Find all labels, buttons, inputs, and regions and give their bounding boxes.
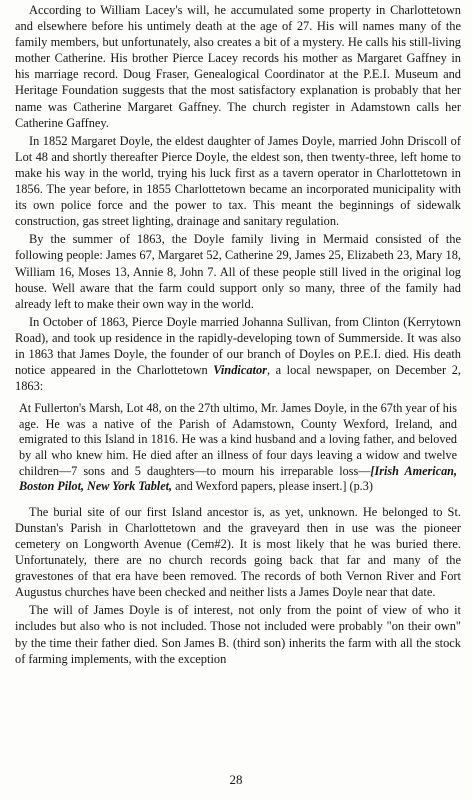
death-notice-tail: and Wexford papers, please insert.] (p.3) xyxy=(172,479,373,494)
paragraph-margaret-doyle-marriage: In 1852 Margaret Doyle, the eldest daughter of James Doyle, married John Driscoll of Lot 48 and shortly thereafter Pierce Doyle, the eldest son, then twenty-three, left home to make his way in the world, trying his luck first as a tavern operator in Charlottetown in 1856. The year before, in 1855 Charlottetown became an incorporated municipality with its own police force and the power to tax. This meant the beginnings of sidewalk construction, gas street lighting, drainage and sanitary regulation. xyxy=(15,133,461,229)
newspaper-name: Vindicator xyxy=(213,363,267,378)
page-number: 28 xyxy=(229,772,243,787)
paragraph-will-of-james-doyle: The will of James Doyle is of interest, not only from the point of view of who it includes but also who is not included. Those not included were probably "on their own" by the time their father died. Son James B. (third son) inherits the farm with all the stock of farming implements, with the exception xyxy=(15,603,461,666)
paragraph-pierce-doyle-marriage xyxy=(15,314,461,394)
death-notice-quote xyxy=(19,401,457,495)
death-notice-papers: [Irish American, Boston Pilot, New York Tablet, xyxy=(19,463,457,494)
paragraph-burial-site: The burial site of our first Island ancestor is, as yet, unknown. He belonged to St. Dunstan's Parish in Charlottetown and the graveyard then in use was the pioneer cemetery on Longworth Avenue (Cem#2). It is most likely that he was buried there. Unfortunately, there are no church records going back that far and many of the gravestones of that era have been removed. The records of both Vernon River and Fort Augustus churches have been checked and neither lists a James Doyle near that date. xyxy=(15,504,461,600)
body-text xyxy=(15,2,461,669)
paragraph-text-after-newspaper: , a local newspaper, on December 2, 1863: xyxy=(15,363,461,394)
paragraph-lacey-will: According to William Lacey's will, he accumulated some property in Charlottetown and elsewhere before his untimely death at the age of 27. His will names many of the family members, but unfortunately, also creates a bit of a mystery. He calls his still-living mother Catherine. His brother Pierce Lacey records his mother as Margaret Gaffney in his marriage record. Doug Fraser, Genealogical Coordinator at the P.E.I. Museum and Heritage Foundation suggests that the most satisfactory explanation is probably that her name was Catherine Margaret Gaffney. The church register in Adamstown calls her Catherine Gaffney. xyxy=(15,3,461,130)
death-notice-text: At Fullerton's Marsh, Lot 48, on the 27th ultimo, Mr. James Doyle, in the 67th year of his age. He was a native of the Parish of Adamstown, County Wexford, Ireland, and emigrated to this Island in 1816. He was a kind husband and a loving father, and beloved by all who knew him. He died after an illness of four days leaving a widow and twelve children—7 sons and 5 daughters—to mourn his irreparable loss— xyxy=(19,401,457,478)
paragraph-text-before-newspaper: In October of 1863, Pierce Doyle married Johanna Sullivan, from Clinton (Kerrytown Road), and took up residence in the rapidly-developing town of Summerside. It was also in 1863 that James Doyle, the founder of our branch of Doyles on P.E.I. died. His death notice appeared in the Charlottetown xyxy=(15,314,461,378)
paragraph-family-1863: By the summer of 1863, the Doyle family living in Mermaid consisted of the following people: James 67, Margaret 52, Catherine 29, James 25, Elizabeth 23, Mary 18, William 16, Moses 13, Annie 8, John 7. All of these people still lived in the original log house. Well aware that the farm could support only so many, three of the family had already left to make their own way in the world. xyxy=(15,232,461,311)
